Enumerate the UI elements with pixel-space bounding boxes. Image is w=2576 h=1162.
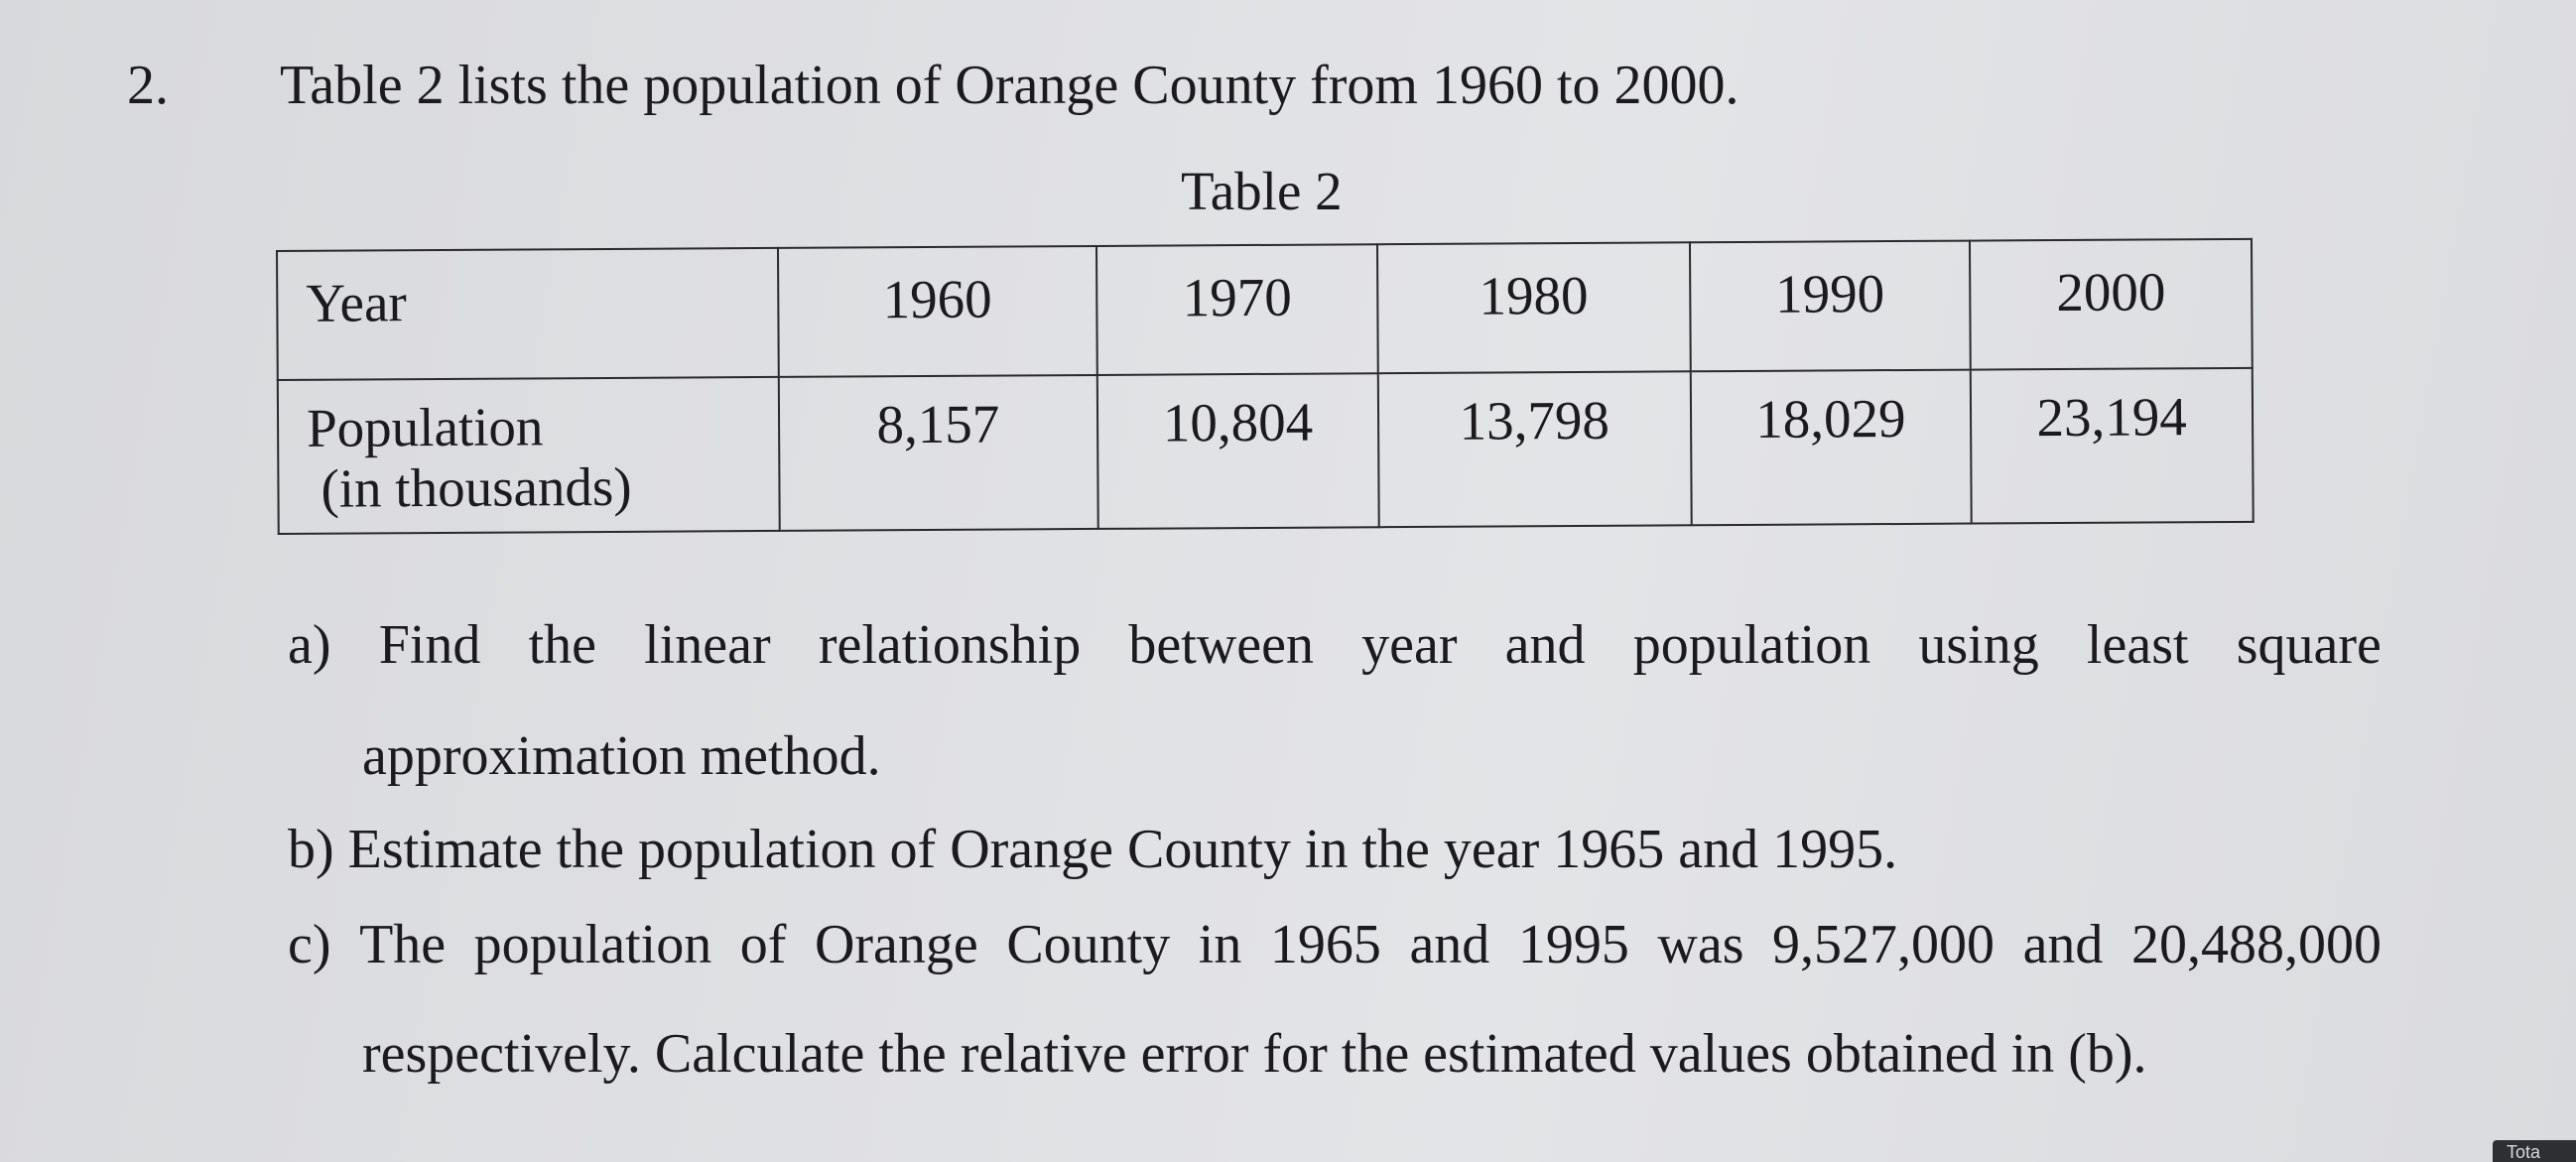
year-label-cell: Year [277,248,778,380]
part-c-word: 9,527,000 [1772,914,1996,975]
population-cell: 10,804 [1097,373,1379,529]
table-caption: Table 2 [1181,161,1343,221]
part-a-word: year [1361,614,1458,676]
part-a-line1 [288,614,2382,676]
table-row-population [278,368,2254,534]
part-c-word: was [1657,914,1744,975]
part-b: b) Estimate the population of Orange County in the year 1965 and 1995. [288,819,1898,880]
part-c-word: and [2022,914,2104,975]
population-label-cell [278,377,779,534]
part-a-word: and [1504,614,1586,676]
year-cell: 1970 [1096,244,1378,375]
part-a-word: a) [288,614,331,676]
part-a-word: the [528,614,596,676]
population-cell: 8,157 [778,375,1098,531]
table-row-year [277,239,2253,380]
corner-tab[interactable]: Tota [2493,1140,2576,1162]
part-c-word: The [359,914,447,975]
part-a-word: using [1918,614,2039,676]
population-cell: 18,029 [1690,370,1972,526]
question-number: 2. [127,55,169,116]
part-c-word: County [1006,914,1171,975]
part-c-line1 [288,914,2382,975]
part-c-word: 1995 [1517,914,1629,975]
population-label: Population [306,396,544,458]
part-a-word: relationship [818,614,1082,676]
population-unit-label: (in thousands) [321,455,632,519]
part-a-word: square [2236,614,2382,676]
population-cell: 23,194 [1971,368,2254,524]
year-cell: 2000 [1970,239,2253,370]
part-a-word: linear [644,614,771,676]
part-a-word: Find [378,614,481,676]
part-a-line2: approximation method. [362,725,881,787]
part-c-word: Orange [814,914,978,975]
part-c-word: c) [288,914,331,975]
part-c-word: in [1198,914,1242,975]
part-c-line2: respectively. Calculate the relative error for the estimated values obtained in (b). [362,1023,2147,1085]
year-cell: 1990 [1689,241,1971,372]
part-a-word: population [1632,614,1871,676]
part-a-word: between [1128,614,1314,676]
population-cell: 13,798 [1378,371,1692,527]
part-c-word: population [473,914,712,975]
part-c-word: 20,488,000 [2130,914,2382,975]
year-cell: 1980 [1377,242,1690,373]
part-c-word: 1965 [1269,914,1381,975]
question-stem: Table 2 lists the population of Orange County from 1960 to 2000. [280,55,1739,116]
part-c-word: of [739,914,787,975]
part-c-word: and [1409,914,1490,975]
population-table [276,238,2254,535]
part-a-word: least [2086,614,2189,676]
year-cell: 1960 [778,246,1097,377]
